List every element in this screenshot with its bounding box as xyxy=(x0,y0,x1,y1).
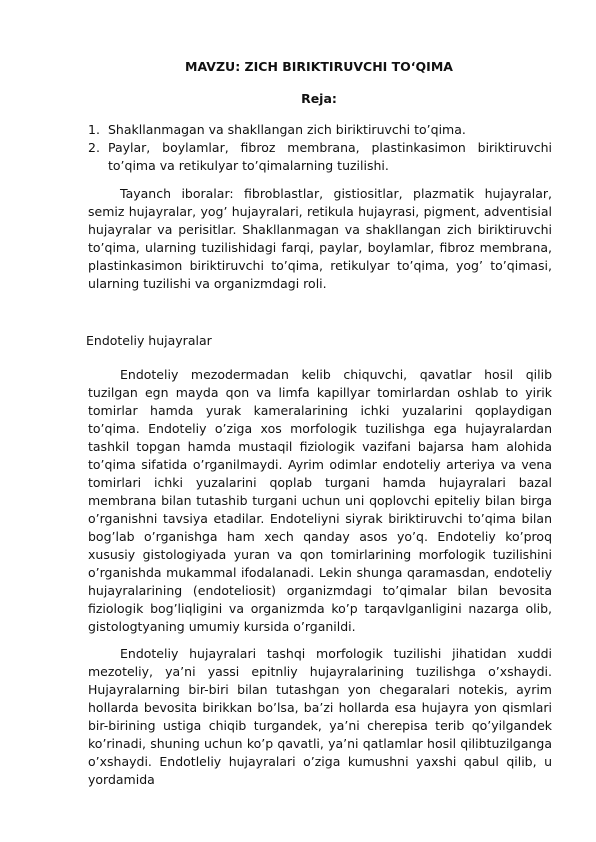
body-paragraph: Endoteliy hujayralari tashqi morfologik tuzilishi jihatidan xuddi mezoteliy, ya’ni yassi epitnliy hujayralarining tuzilishga o’xshaydi. Hujayralarning bir-biri bilan tutashgan yon chegaralari notekis, ayrim hollarda bevosita birikkan bo’lsa, ba’zi hollarda esa hujayra yon qismlari bir-birining ustiga chiqib turgandek, ya’ni cherepisa terib qo’yilgandek ko’rinadi, shuning uchun ko’p qavatli, ya’ni qatlamlar hosil qilibtuzilganga o’xshaydi. Endotleliy hujayralari o’ziga kumushni yaxshi qabul qilib, u yordamida xyxy=(88,646,552,787)
section-heading: Endoteliy hujayralar xyxy=(86,333,212,348)
plan-item-text: Shakllanmagan va shakllangan zich biriktiruvchi to’qima. xyxy=(108,122,466,137)
document-title: MAVZU: ZICH BIRIKTIRUVCHI TO‘QIMA xyxy=(185,59,453,74)
plan-item-number: 1. xyxy=(88,122,100,137)
plan-list xyxy=(88,121,552,175)
keywords-paragraph: Tayanch iboralar: fibroblastlar, gistiositlar, plazmatik hujayralar, semiz hujayralar, yog’ hujayralari, retikula hujayrasi, pigment, adventisial hujayralar va perisitlar. Shakllanmagan va shakllangan zich biriktiruvchi to’qima, ularning tuzilishidagi farqi, paylar, boylamlar, fibroz membrana, plastinkasimon biriktiruvchi to’qima, retikulyar to’qima, yog’ to’qimasi, ularning tuzilishi va organizmdagi roli. xyxy=(88,186,552,291)
plan-heading: Reja: xyxy=(301,91,337,106)
plan-item-text: Paylar, boylamlar, fibroz membrana, plastinkasimon biriktiruvchi to’qima va retikulyar to’qimalarning tuzilishi. xyxy=(108,140,552,173)
plan-item xyxy=(88,121,552,139)
plan-item-number: 2. xyxy=(88,140,100,155)
plan-item xyxy=(88,139,552,175)
body-paragraph: Endoteliy mezodermadan kelib chiquvchi, qavatlar hosil qilib tuzilgan egn mayda qon va limfa kapillyar tomirlardan oshlab to yirik tomirlar hamda yurak kameralarining ichki yuzalarini qoplaydigan to’qima. Endoteliy o’ziga xos morfologik tuzilishga ega hujayralardan tashkil topgan hamda mustaqil fiziologik vazifani bajarsa ham alohida to’qima sifatida o’rganilmaydi. Ayrim odimlar endoteliy arteriya va vena tomirlari ichki yuzalarini qoplab turgani hamda hujayralari bazal membrana bilan tutashib turgani uchun uni qoplovchi epiteliy bilan birga o’rganishni tavsiya etadilar. Endoteliyni siyrak biriktiruvchi to’qima bilan bog’lab o’rganishga ham xech qanday asos yo’q. Endoteliy ko’proq xususiy gistologiyada yuran va qon tomirlarining morfologik tuzilishini o’rganishda mukammal ifodalanadi. Lekin shunga qaramasdan, endoteliy hujayralarining (endoteliosit) organizmdagi to’qimalar bilan bevosita fiziologik bog’liqligini va organizmda ko’p tarqavlganligini nazarga olib, gistologtyaning umumiy kursida o’rganildi. xyxy=(88,367,552,634)
